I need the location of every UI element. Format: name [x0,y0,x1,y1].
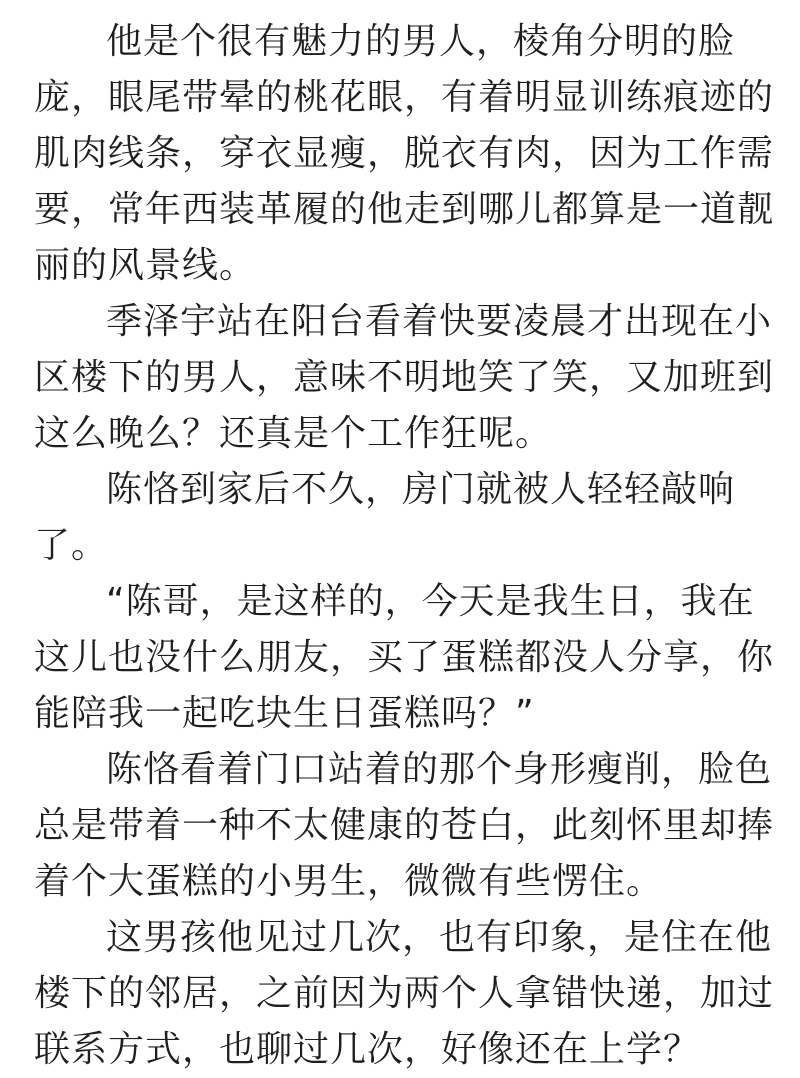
paragraph-5: 陈恪看着门口站着的那个身形瘦削，脸色总是带着一种不太健康的苍白，此刻怀里却捧着个大蛋糕的小男生，微微有些愣住。 [34,749,775,902]
paragraph-6: 这男孩他见过几次，也有印象，是住在他楼下的邻居，之前因为两个人拿错快递，加过联系方式，也聊过几次，好像还在上学？ [34,917,775,1070]
paragraph-3: 陈恪到家后不久，房门就被人轻轻敲响了。 [34,469,736,566]
paragraph-4: “陈哥，是这样的，今天是我生日，我在这儿也没什么朋友，买了蛋糕都没人分享，你能陪我一起吃块生日蛋糕吗？” [34,581,775,734]
paragraph-2: 季泽宇站在阳台看着快要凌晨才出现在小区楼下的男人，意味不明地笑了笑，又加班到这么晚么？还真是个工作狂呢。 [34,301,775,454]
paragraph-1: 他是个很有魅力的男人，棱角分明的脸庞，眼尾带晕的桃花眼，有着明显训练痕迹的肌肉线条，穿衣显瘦，脱衣有肉，因为工作需要，常年西装革履的他走到哪儿都算是一道靓丽的风景线。 [34,21,775,286]
